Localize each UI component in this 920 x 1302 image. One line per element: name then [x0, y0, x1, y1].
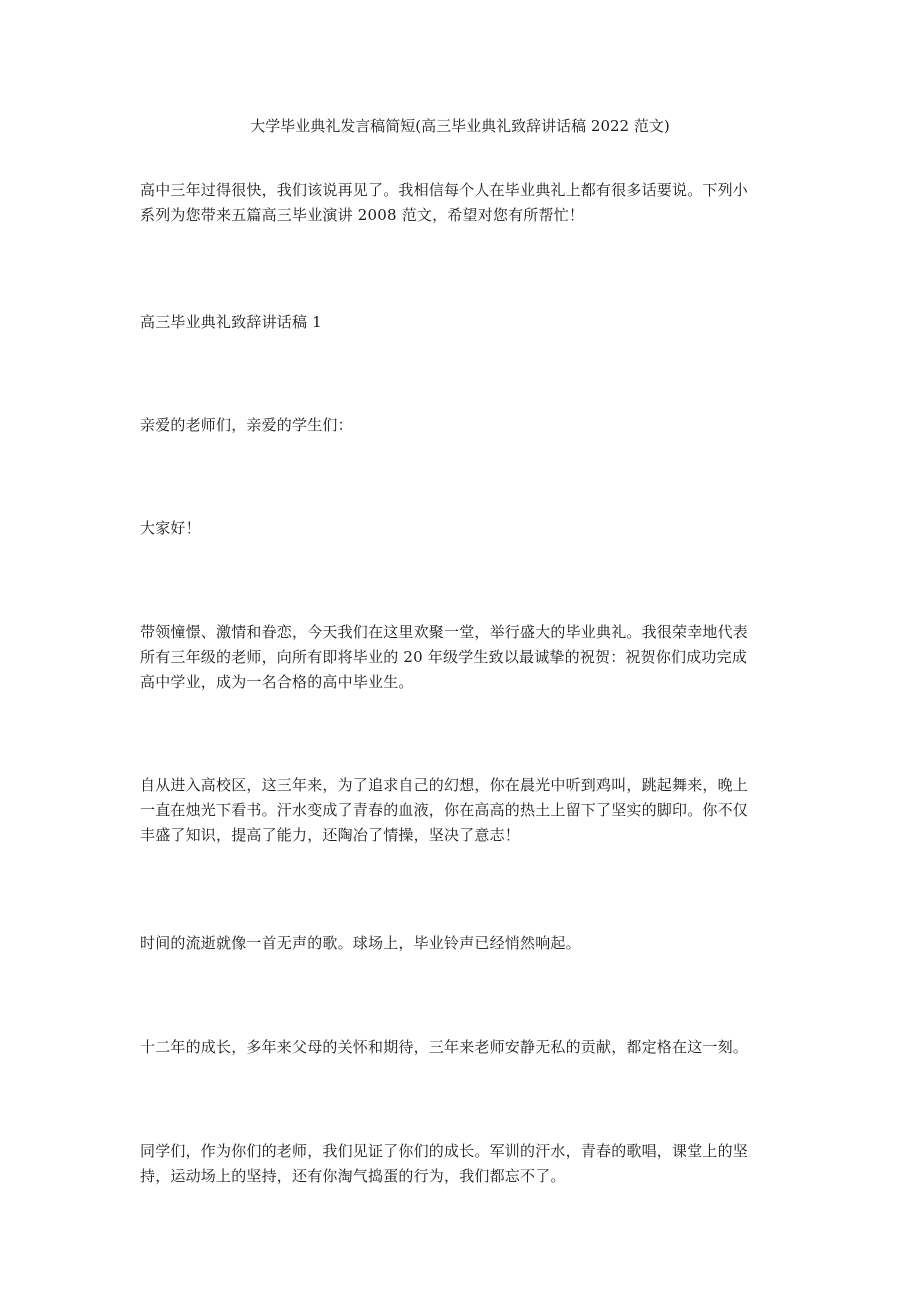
body-paragraph: 带领憧憬、激情和眷恋，今天我们在这里欢聚一堂，举行盛大的毕业典礼。我很荣幸地代表 所有三年级的老师，向所有即将毕业的 20 年级学生致以最诚挚的祝贺：祝贺你们成功完成 高中学业，成为一名合格的高中毕业生。 — [140, 623, 749, 691]
salutation: 亲爱的老师们，亲爱的学生们： — [140, 416, 353, 434]
body-paragraph: 十二年的成长，多年来父母的关怀和期待，三年来老师安静无私的贡献，都定格在这一刻。 — [140, 1038, 749, 1056]
intro-paragraph: 高中三年过得很快，我们该说再见了。我相信每个人在毕业典礼上都有很多话要说。下列小 系列为您带来五篇高三毕业演讲 2008 范文，希望对您有所帮忙！ — [140, 181, 749, 224]
document-title: 大学毕业典礼发言稿简短(高三毕业典礼致辞讲话稿 2022 范文) — [250, 117, 670, 135]
body-paragraph: 同学们，作为你们的老师，我们见证了你们的成长。军训的汗水，青春的歌唱，课堂上的坚 持，运动场上的坚持，还有你淘气捣蛋的行为，我们都忘不了。 — [140, 1142, 749, 1185]
section-heading: 高三毕业典礼致辞讲话稿 1 — [140, 313, 322, 331]
body-paragraph: 时间的流逝就像一首无声的歌。球场上，毕业铃声已经悄然响起。 — [140, 934, 581, 952]
greeting: 大家好！ — [140, 519, 201, 537]
body-paragraph: 自从进入高校区，这三年来，为了追求自己的幻想，你在晨光中听到鸡叫，跳起舞来，晚上 一直在烛光下看书。汗水变成了青春的血液，你在高高的热土上留下了坚实的脚印。你不仅 丰盛了知识，提高了能力，还陶冶了情操，坚决了意志！ — [140, 776, 749, 844]
